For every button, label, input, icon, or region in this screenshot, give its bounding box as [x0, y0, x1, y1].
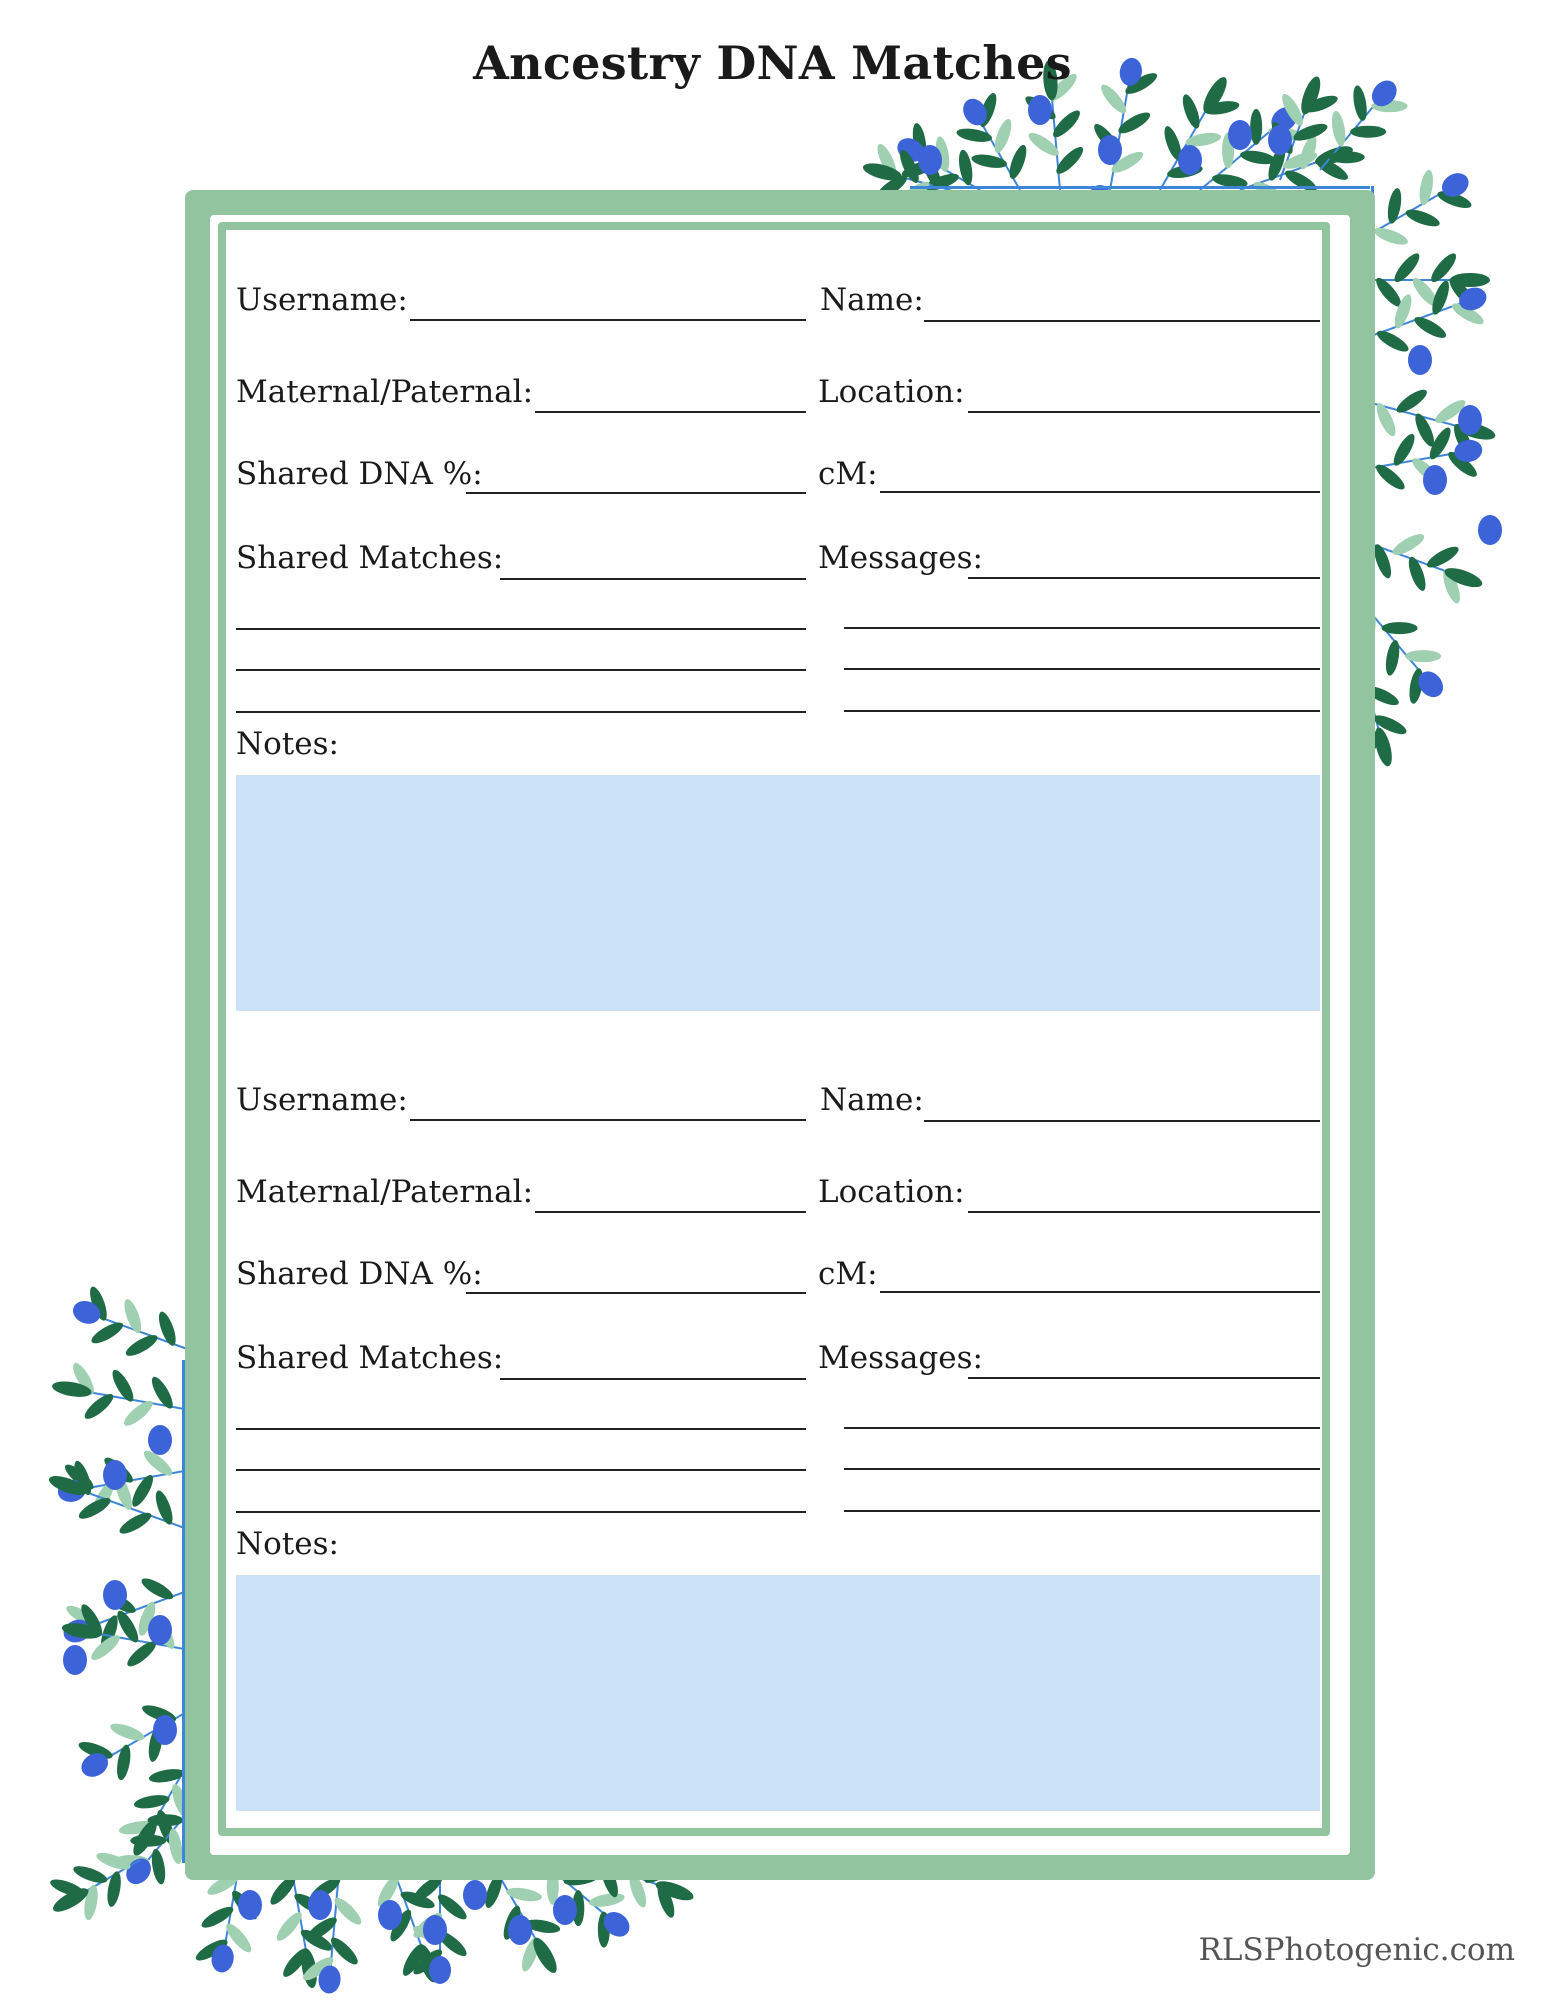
berry-icon: [1408, 345, 1432, 375]
maternal-paternal-line[interactable]: [535, 1211, 806, 1213]
name-line[interactable]: [924, 320, 1320, 322]
cm-line[interactable]: [880, 491, 1320, 493]
leaf-icon: [147, 1814, 183, 1826]
berry-icon: [148, 1615, 172, 1645]
leaf-icon: [1450, 273, 1490, 287]
berry-icon: [1478, 515, 1502, 545]
berry-icon: [1028, 95, 1052, 125]
username-label: Username:: [236, 1082, 408, 1118]
shared-matches-line[interactable]: [500, 1378, 806, 1380]
messages-extra-line[interactable]: [844, 710, 1320, 712]
leaf-icon: [1350, 126, 1386, 138]
berry-icon: [429, 1956, 451, 1984]
leaf-icon: [149, 1848, 167, 1886]
leaf-icon: [1417, 169, 1435, 207]
shared-dna-line[interactable]: [466, 1292, 806, 1294]
berry-icon: [238, 1890, 262, 1920]
leaf-icon: [1329, 151, 1365, 163]
messages-extra-line[interactable]: [844, 627, 1320, 629]
leaf-icon: [1330, 110, 1348, 148]
leaf-icon: [1384, 639, 1402, 677]
shared-dna-label: Shared DNA %:: [236, 456, 483, 492]
berry-icon: [918, 145, 942, 175]
berry-icon: [423, 1915, 447, 1945]
berry-icon: [103, 1580, 127, 1610]
location-line[interactable]: [968, 411, 1320, 413]
location-line[interactable]: [968, 1211, 1320, 1213]
berry-icon: [553, 1895, 577, 1925]
name-line[interactable]: [924, 1120, 1320, 1122]
maternal-paternal-line[interactable]: [535, 411, 806, 413]
berry-icon: [153, 1715, 177, 1745]
leaf-icon: [1250, 109, 1262, 145]
notes-box[interactable]: [236, 775, 1320, 1011]
leaf-icon: [1390, 530, 1427, 558]
berry-icon: [63, 1645, 87, 1675]
berry-icon: [148, 1425, 172, 1455]
location-label: Location:: [818, 374, 965, 410]
maternal-paternal-label: Maternal/Paternal:: [236, 1174, 534, 1210]
leaf-icon: [1179, 92, 1203, 130]
leaf-icon: [1405, 650, 1441, 662]
messages-label: Messages:: [818, 1340, 983, 1376]
leaf-icon: [105, 1870, 123, 1908]
blue-accent-top: [910, 186, 1370, 189]
leaf-icon: [117, 1509, 154, 1537]
berry-icon: [1098, 135, 1122, 165]
leaf-icon: [991, 117, 1015, 155]
location-label: Location:: [818, 1174, 965, 1210]
leaf-icon: [76, 1494, 113, 1522]
shared-dna-line[interactable]: [466, 492, 806, 494]
messages-line[interactable]: [968, 577, 1320, 579]
leaf-icon: [1385, 187, 1403, 225]
berry-icon: [1268, 125, 1292, 155]
berry-icon: [1178, 145, 1202, 175]
berry-icon: [103, 1460, 127, 1490]
messages-extra-line[interactable]: [844, 1510, 1320, 1512]
shared-matches-extra-line[interactable]: [236, 628, 806, 630]
berry-icon: [378, 1900, 402, 1930]
shared-matches-extra-line[interactable]: [236, 711, 806, 713]
shared-matches-line[interactable]: [500, 578, 806, 580]
berry-icon: [1228, 120, 1252, 150]
shared-matches-extra-line[interactable]: [236, 669, 806, 671]
shared-matches-label: Shared Matches:: [236, 1340, 504, 1376]
leaf-icon: [1424, 543, 1461, 571]
leaf-icon: [71, 1863, 109, 1887]
leaf-icon: [505, 1885, 543, 1903]
username-line[interactable]: [410, 319, 806, 321]
notes-label: Notes:: [236, 1526, 339, 1562]
leaf-icon: [1351, 84, 1369, 122]
leaf-icon: [273, 1909, 305, 1944]
leaf-icon: [1394, 386, 1430, 416]
berry-icon: [463, 1880, 487, 1910]
leaf-icon: [1374, 327, 1411, 355]
cm-label: cM:: [818, 1256, 878, 1292]
berry-icon: [308, 1890, 332, 1920]
notes-label: Notes:: [236, 726, 339, 762]
leaf-icon: [1372, 225, 1410, 249]
name-label: Name:: [820, 282, 924, 318]
messages-extra-line[interactable]: [844, 1427, 1320, 1429]
shared-matches-extra-line[interactable]: [236, 1511, 806, 1513]
username-line[interactable]: [410, 1119, 806, 1121]
berry-icon: [1458, 405, 1482, 435]
notes-box[interactable]: [236, 1575, 1320, 1811]
leaf-icon: [1382, 622, 1418, 634]
website-credit: RLSPhotogenic.com: [1198, 1932, 1515, 1968]
messages-extra-line[interactable]: [844, 1468, 1320, 1470]
cm-line[interactable]: [880, 1291, 1320, 1293]
leaf-icon: [130, 1835, 166, 1847]
cm-label: cM:: [818, 456, 878, 492]
leaf-icon: [955, 126, 993, 144]
shared-dna-label: Shared DNA %:: [236, 1256, 483, 1292]
leaf-icon: [1006, 143, 1030, 181]
leaf-icon: [133, 1793, 171, 1811]
leaf-icon: [957, 149, 975, 187]
messages-extra-line[interactable]: [844, 668, 1320, 670]
leaf-icon: [139, 1575, 176, 1603]
leaf-icon: [970, 152, 1008, 170]
username-label: Username:: [236, 282, 408, 318]
leaf-icon: [123, 1331, 160, 1359]
leaf-icon: [588, 1891, 626, 1909]
berry-icon: [508, 1915, 532, 1945]
name-label: Name:: [820, 1082, 924, 1118]
shared-matches-extra-line[interactable]: [236, 1428, 806, 1430]
maternal-paternal-label: Maternal/Paternal:: [236, 374, 534, 410]
messages-line[interactable]: [968, 1377, 1320, 1379]
leaf-icon: [89, 1319, 126, 1347]
shared-matches-label: Shared Matches:: [236, 540, 504, 576]
leaf-icon: [121, 1397, 156, 1429]
leaf-icon: [1373, 461, 1408, 493]
leaf-icon: [108, 1720, 146, 1744]
berry-icon: [1423, 465, 1447, 495]
leaf-icon: [1412, 313, 1449, 341]
leaf-icon: [115, 1744, 133, 1782]
messages-label: Messages:: [818, 540, 983, 576]
page-title: Ancestry DNA Matches: [473, 36, 1072, 90]
shared-matches-extra-line[interactable]: [236, 1469, 806, 1471]
leaf-icon: [148, 1767, 186, 1785]
leaf-icon: [1404, 206, 1442, 230]
